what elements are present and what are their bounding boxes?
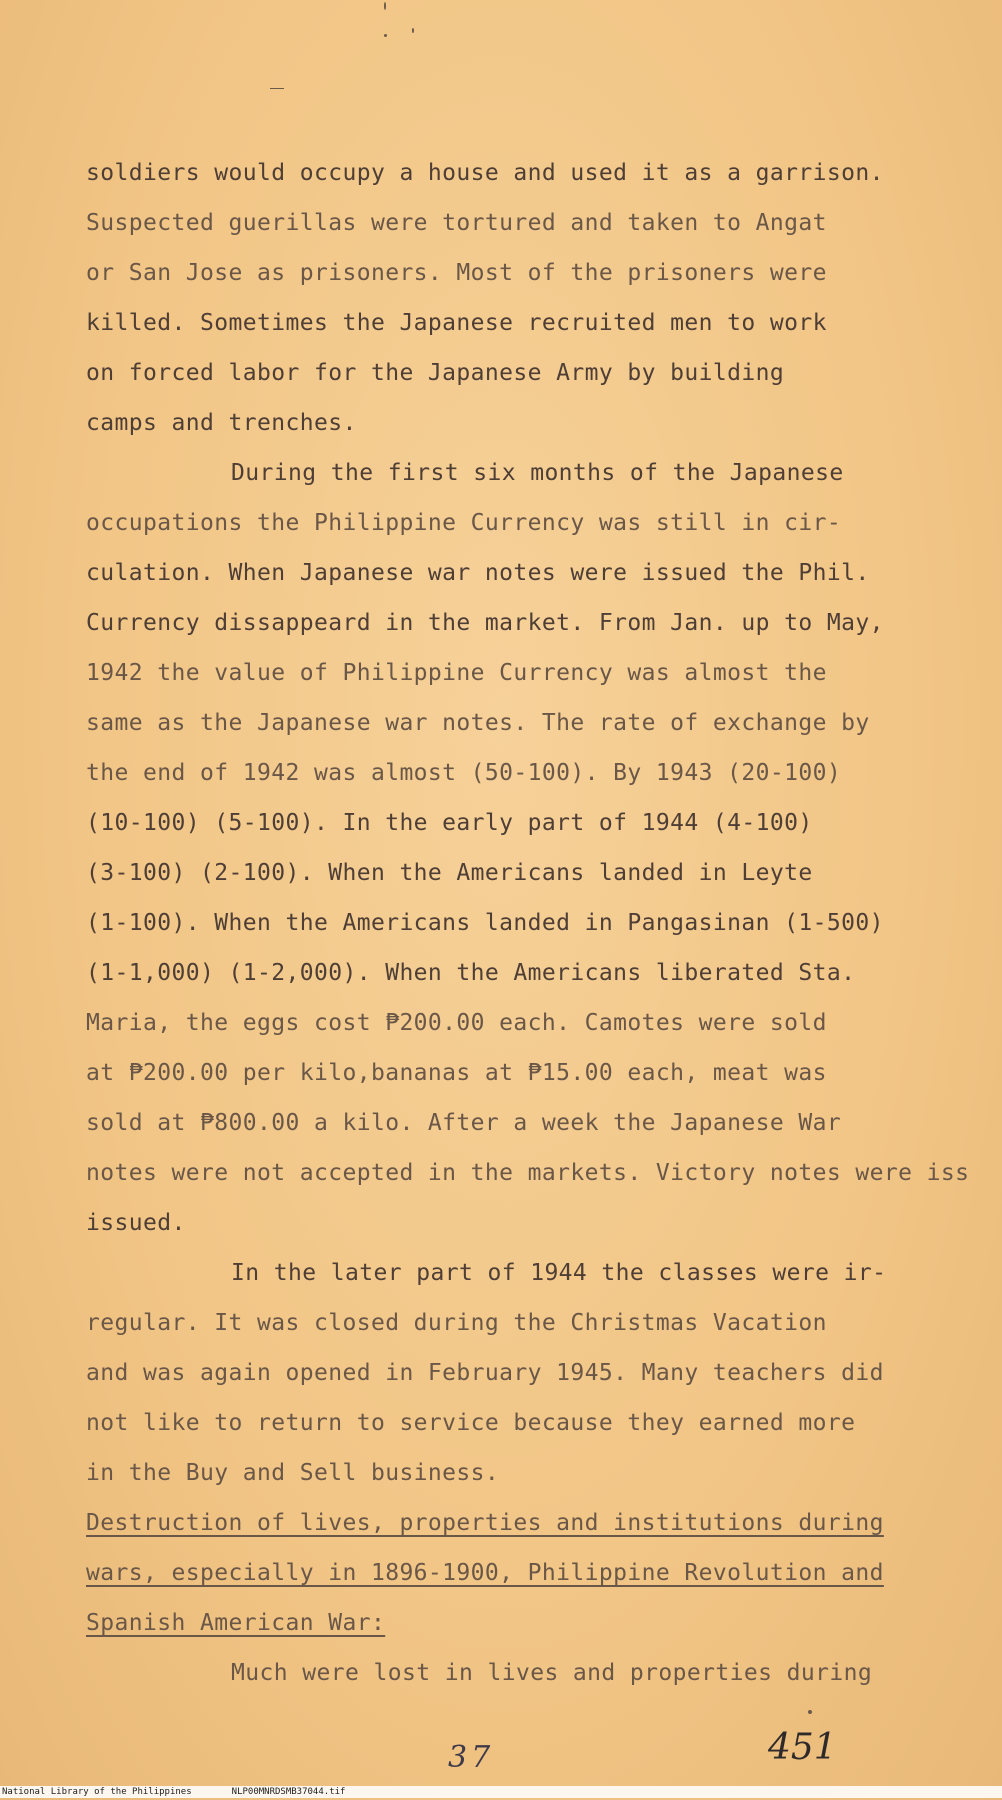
text-line: sold at ₱800.00 a kilo. After a week the Japanese War [86, 1110, 842, 1136]
ink-speck [412, 28, 414, 33]
scan-footer [0, 1786, 1002, 1798]
text-line: issued. [86, 1210, 186, 1236]
section-heading-line: Spanish American War: [86, 1610, 386, 1636]
ink-speck [384, 34, 387, 37]
text-line: in the Buy and Sell business. [86, 1460, 500, 1486]
typed-body-text [86, 148, 970, 1698]
ink-speck [808, 1710, 812, 1714]
paragraph-start-line: In the later part of 1944 the classes were ir- [231, 1260, 887, 1286]
text-line: Suspected guerillas were tortured and taken to Angat [86, 210, 827, 236]
text-line: (1-100). When the Americans landed in Pangasinan (1-500) [86, 910, 884, 936]
text-line: killed. Sometimes the Japanese recruited men to work [86, 310, 827, 336]
text-line: occupations the Philippine Currency was still in cir- [86, 510, 842, 536]
text-line: (3-100) (2-100). When the Americans landed in Leyte [86, 860, 813, 886]
text-line: regular. It was closed during the Christmas Vacation [86, 1310, 827, 1336]
text-line: (1-1,000) (1-2,000). When the Americans liberated Sta. [86, 960, 856, 986]
text-line: soldiers would occupy a house and used it as a garrison. [86, 160, 884, 186]
text-line: 1942 the value of Philippine Currency was almost the [86, 660, 827, 686]
text-line: on forced labor for the Japanese Army by building [86, 360, 785, 386]
paragraph-start-line: Much were lost in lives and properties during [231, 1660, 873, 1686]
text-line: Currency dissappeard in the market. From Jan. up to May, [86, 610, 884, 636]
paragraph-start-line: During the first six months of the Japanese [231, 460, 844, 486]
text-line: camps and trenches. [86, 410, 357, 436]
text-line: the end of 1942 was almost (50-100). By 1943 (20-100) [86, 760, 842, 786]
text-line: notes were not accepted in the markets. Victory notes were iss [86, 1160, 970, 1186]
ink-speck [270, 88, 284, 89]
handwritten-stamp-number: 451 [768, 1727, 837, 1768]
text-line: and was again opened in February 1945. Many teachers did [86, 1360, 884, 1386]
footer-filename: NLP00MNRDSMB37044.tif [231, 1787, 346, 1797]
text-line: or San Jose as prisoners. Most of the prisoners were [86, 260, 827, 286]
text-line: same as the Japanese war notes. The rate of exchange by [86, 710, 870, 736]
text-line: at ₱200.00 per kilo,bananas at ₱15.00 each, meat was [86, 1060, 827, 1086]
text-line: Maria, the eggs cost ₱200.00 each. Camotes were sold [86, 1010, 827, 1036]
text-line: not like to return to service because they earned more [86, 1410, 856, 1436]
section-heading-line: wars, especially in 1896-1900, Philippine Revolution and [86, 1560, 884, 1586]
handwritten-page-number: 37 [448, 1740, 495, 1775]
section-heading-line: Destruction of lives, properties and institutions during [86, 1510, 884, 1536]
text-line: culation. When Japanese war notes were issued the Phil. [86, 560, 870, 586]
footer-library: National Library of the Philippines [2, 1787, 192, 1797]
text-line: (10-100) (5-100). In the early part of 1944 (4-100) [86, 810, 813, 836]
ink-speck [384, 2, 386, 10]
